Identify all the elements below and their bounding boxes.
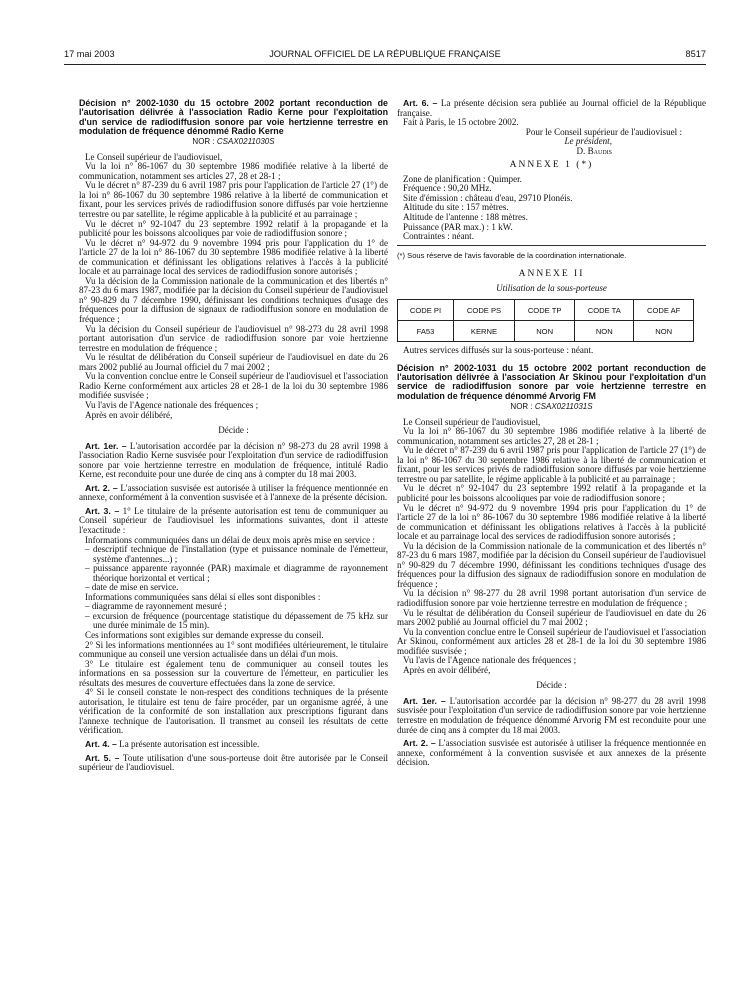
annexe-1-line: Fréquence : 90,20 MHz. <box>403 183 492 194</box>
paragraph: 4° Si le conseil constate le non-respect des conditions techniques de la présente autorisation, le titulaire est tenu de faire procéder, par un organisme agréé, à une vérification de la conformité de son installation aux prescriptions figurant dans l'annexe technique de l'autorisation. Il transmet au conseil les résultats de cette vérification. <box>79 687 388 736</box>
table-row <box>398 321 694 342</box>
article-2: Art. 2. – L'association susvisée est autorisée à utiliser la fréquence mentionnée en annexe, conformément à la convention susvisée et aux annexes de la présente décision. <box>397 738 707 768</box>
considerant: Vu la convention conclue entre le Conseil supérieur de l'audiovisuel et l'association Ar Skinou, conformément aux articles 28 et 28-1 de la loi du 30 septembre 1986 modifiée susvisée ; <box>397 626 706 656</box>
article-2: Art. 2. – L'association susvisée est autorisée à utiliser la fréquence mentionnée en annexe, conformément à la convention susvisée et à l'annexe de la présente décision. <box>79 482 389 503</box>
list-item: – excursion de fréquence (pourcentage statistique du dépassement de 75 kHz sur une durée minimale de 15 min). <box>85 610 388 631</box>
table-cell: NON <box>634 321 694 342</box>
table-cell: NON <box>575 321 634 342</box>
paragraph: Ces informations sont exigibles sur demande expresse du conseil. <box>85 629 324 640</box>
list-item: – date de mise en service. <box>85 582 179 593</box>
nor-prefix: NOR : <box>192 137 215 147</box>
right-column <box>397 99 706 768</box>
table-cell: KERNE <box>453 321 514 342</box>
article-label: Art. 3. – <box>85 505 120 516</box>
article-5: Art. 5. – Toute utilisation d'une sous-porteuse doit être autorisée par le Conseil supérieur de l'audiovisuel. <box>79 752 389 773</box>
considerant: Le Conseil supérieur de l'audiovisuel, <box>403 416 541 427</box>
considerant: Vu le décret n° 92-1047 du 23 septembre 1992 relatif à la propagande et la publicité pour les boissons alcooliques par voie de radiodiffusion sonore ; <box>397 483 706 503</box>
considerant: Vu le résultat de délibération du Conseil supérieur de l'audiovisuel en date du 26 mars 2002 publié au Journal officiel du 7 mai 2002 ; <box>79 352 388 372</box>
left-column <box>79 99 388 773</box>
fait-a-paris: Fait à Paris, le 15 octobre 2002. <box>403 117 519 128</box>
list-item: – puissance apparente rayonnée (PAR) maximale et diagramme de rayonnement théorique horizontal et vertical ; <box>85 563 388 583</box>
table-header-cell: CODE PI <box>398 300 454 321</box>
paragraph: 3° Le titulaire est également tenu de communiquer au conseil toutes les informations en sa possession sur la couverture de l'émetteur, en particulier les résultats des mesures de couverture effectuées dans la zone de service. <box>79 658 388 688</box>
considerant: Vu le décret n° 94-972 du 9 novembre 1994 pris pour l'application du 1° de l'article 27 de la loi n° 86-1067 du 30 septembre 1986 modifiée relative à la liberté de communication et définissant les obligations relatives à l'accès à la publicité locale et au parrainage local des services de radiodiffusion sonore autorisés ; <box>397 502 706 542</box>
considerant: Vu le décret n° 87-239 du 6 avril 1987 pris pour l'application de l'article 27 (1°) de la loi n° 86-1067 du 30 septembre 1986 relative à la liberté de communication et fixant, pour les services privés de radiodiffusion sonore diffusés par voie hertzienne terrestre ou par satellite, le régime applicable à la publicité et au parrainage ; <box>79 180 388 220</box>
table-header-cell: CODE TA <box>575 300 634 321</box>
header-rule <box>64 64 706 65</box>
article-label: Art. 5. – <box>85 752 120 763</box>
considerant: Vu la loi n° 86-1067 du 30 septembre 1986 modifiée relative à la liberté de communication, notamment ses articles 27, 28 et 28-1 ; <box>397 426 706 446</box>
info-disponibles: Informations communiquées sans délai si elles sont disponibles : <box>85 591 321 602</box>
annexe-1-line: Site d'émission : château d'eau, 29710 Plonéis. <box>403 192 573 203</box>
nor-reference <box>397 402 706 412</box>
article-label: Art. 2. – <box>403 738 436 749</box>
considerant: Vu la décision du Conseil supérieur de l'audiovisuel n° 98-273 du 28 avril 1998 portant autorisation d'un service de radiodiffusion sonore par voie hertzienne terrestre en modulation de fréquence ; <box>79 323 388 353</box>
nor-reference <box>79 137 388 147</box>
decision-1030-title: Décision n° 2002-1030 du 15 octobre 2002 portant reconduction de l'autorisation délivrée à l'association Radio Kerne pour l'exploitation d'un service de radiodiffusion sonore par voie hertzienne terrestre en modulation de fréquence dénommé Radio Kerne <box>79 98 388 136</box>
considerant: Le Conseil supérieur de l'audiovisuel, <box>85 151 223 162</box>
article-1: Art. 1er. – L'autorisation accordée par la décision n° 98-273 du 28 avril 1998 à l'association Radio Kerne susvisée pour l'exploitation d'un service de radiodiffusion sonore par voie hertzienne terrestre en modulation de fréquence, intitulé Radio Kerne, est reconduite pour une durée de cinq ans à compter du 18 mai 2003. <box>79 440 388 480</box>
considerant: Vu le décret n° 94-972 du 9 novembre 1994 pris pour l'application du 1° de l'article 27 de la loi n° 86-1067 du 30 septembre 1986 modifiée relative à la liberté de communication et définissant les obligations relatives à l'accès à la publicité locale et au parrainage local des services de radiodiffusion sonore autorisés ; <box>79 237 388 277</box>
footnote-rule <box>397 245 706 246</box>
decide-heading: Décide : <box>218 425 249 436</box>
nor-prefix: NOR : <box>510 402 533 412</box>
nor-code: CSAX0211031S <box>534 402 593 412</box>
article-6: Art. 6. – La présente décision sera publiée au Journal officiel de la République française. <box>397 98 706 118</box>
autres-services: Autres services diffusés sur la sous-porteuse : néant. <box>403 345 594 356</box>
considerant: Après en avoir délibéré, <box>403 664 491 675</box>
annexe-1-line: Zone de planification : Quimper. <box>403 173 522 184</box>
annexe-1-line: Puissance (PAR max.) : 1 kW. <box>403 221 513 232</box>
annexe-2-subtitle: Utilisation de la sous-porteuse <box>496 282 607 293</box>
article-3: Art. 3. – 1° Le titulaire de la présente autorisation est tenu de communiquer au Conseil supérieur de l'audiovisuel les informations suivantes, dont il atteste l'exactitude : <box>79 505 388 535</box>
considerant: Vu l'avis de l'Agence nationale des fréquences ; <box>85 399 259 410</box>
considerant: Vu l'avis de l'Agence nationale des fréquences ; <box>403 655 577 666</box>
considerant: Vu le décret n° 87-239 du 6 avril 1987 pris pour l'application de l'article 27 (1°) de la loi n° 86-1067 du 30 septembre 1986 relative à la liberté de communication et fixant, pour les services privés de radiodiffusion sonore diffusés par voie hertzienne terrestre ou par satellite, le régime applicable à la publicité et au parrainage ; <box>397 445 706 484</box>
considerant: Après en avoir délibéré, <box>85 409 173 420</box>
paragraph: 2° Si les informations mentionnées au 1° sont modifiées ultérieurement, le titulaire communique au conseil une version actualisée dans un délai d'un mois. <box>79 639 388 660</box>
article-label: Art. 1er. – <box>403 695 446 706</box>
signature-role: Le président, <box>564 136 612 147</box>
decide-heading: Décide : <box>536 680 567 691</box>
considerant: Vu le résultat de délibération du Conseil supérieur de l'audiovisuel en date du 26 mars 2002 publié au Journal officiel du 7 mai 2002 ; <box>397 607 706 628</box>
annexe-1-heading: ANNEXE 1 (*) <box>509 160 594 171</box>
signature-pour: Pour le Conseil supérieur de l'audiovisuel : <box>525 126 682 137</box>
list-item: – diagramme de rayonnement mesuré ; <box>85 601 227 612</box>
considerant: Vu la loi n° 86-1067 du 30 septembre 1986 modifiée relative à la liberté de communication, notamment ses articles 27, 28 et 28-1 ; <box>79 161 388 181</box>
subcarrier-table <box>397 299 694 342</box>
table-header-row <box>398 300 694 321</box>
table-cell: FA53 <box>398 321 454 342</box>
article-label: Art. 1er. – <box>85 440 127 451</box>
considerant: Vu la décision de la Commission nationale de la communication et des libertés n° 87-23 du 6 mars 1987, modifiée par la décision du Conseil supérieur de l'audiovisuel n° 90-829 du 7 décembre 1990, définissant les conditions techniques d'usage des fréquences pour la diffusion des signaux de radiodiffusion sonore en modulation de fréquence ; <box>397 540 706 589</box>
article-4: Art. 4. – La présente autorisation est incessible. <box>85 739 260 749</box>
nor-code: CSAX0211030S <box>216 137 275 147</box>
signature-name: D. Baudis <box>576 145 612 156</box>
annexe-1-line: Altitude de l'antenne : 188 mètres. <box>403 212 528 223</box>
annexe-1-line: Altitude du site : 157 mètres. <box>403 202 509 213</box>
info-delai: Informations communiquées dans un délai de deux mois après mise en service : <box>85 534 375 545</box>
page-header <box>64 49 706 63</box>
header-page-number: 8517 <box>685 49 706 59</box>
considerant: Vu la décision de la Commission nationale de la communication et des libertés n° 87-23 du 6 mars 1987, modifiée par la décision du Conseil supérieur de l'audiovisuel n° 90-829 du 7 décembre 1990, définissant les conditions techniques d'usage des fréquences pour la diffusion de signaux de radiodiffusion sonore en modulation de fréquence ; <box>79 275 388 325</box>
article-label: Art. 2. – <box>85 482 118 493</box>
article-label: Art. 4. – <box>85 739 117 749</box>
list-item: – descriptif technique de l'installation (type et puissance nominale de l'émetteur, système d'antennes...) ; <box>85 544 388 564</box>
considerant: Vu le décret n° 92-1047 du 23 septembre 1992 relatif à la propagande et la publicité pour les boissons alcooliques par voie de radiodiffusion sonore ; <box>79 218 388 239</box>
considerant: Vu la convention conclue entre le Conseil supérieur de l'audiovisuel et l'association Radio Kerne conformément aux articles 28 et 28-1 de la loi du 30 septembre 1986 modifiée susvisée ; <box>79 371 388 401</box>
table-header-cell: CODE PS <box>453 300 514 321</box>
annexe-2-heading: ANNEXE II <box>518 269 585 280</box>
footnote: (*) Sous réserve de l'avis favorable de la coordination internationale. <box>397 250 627 260</box>
table-header-cell: CODE AF <box>634 300 694 321</box>
article-1: Art. 1er. – L'autorisation accordée par la décision n° 98-277 du 28 avril 1998 susvisée pour l'exploitation d'un service de radiodiffusion sonore par voie hertzienne terrestre en modulation de fréquence dénommé Arvorig FM est reconduite pour une durée de cinq ans à compter du 18 mai 2003. <box>397 695 706 735</box>
header-date: 17 mai 2003 <box>64 49 115 59</box>
considerant: Vu la décision n° 98-277 du 28 avril 1998 portant autorisation d'un service de radiodiffusion sonore par voie hertzienne terrestre en modulation de fréquence ; <box>397 588 706 608</box>
table-header-cell: CODE TP <box>515 300 575 321</box>
header-journal-title: JOURNAL OFFICIEL DE LA RÉPUBLIQUE FRANÇAISE <box>269 49 501 59</box>
table-cell: NON <box>515 321 575 342</box>
article-label: Art. 6. – <box>403 98 438 108</box>
decision-1031-title: Décision n° 2002-1031 du 15 octobre 2002 portant reconduction de l'autorisation délivrée à l'association Ar Skinou pour l'exploitation d'un service de radiodiffusion sonore par voie hertzienne terrestre en modulation de fréquence dénommé Arvorig FM <box>397 362 706 401</box>
annexe-1-line: Contraintes : néant. <box>403 231 474 242</box>
